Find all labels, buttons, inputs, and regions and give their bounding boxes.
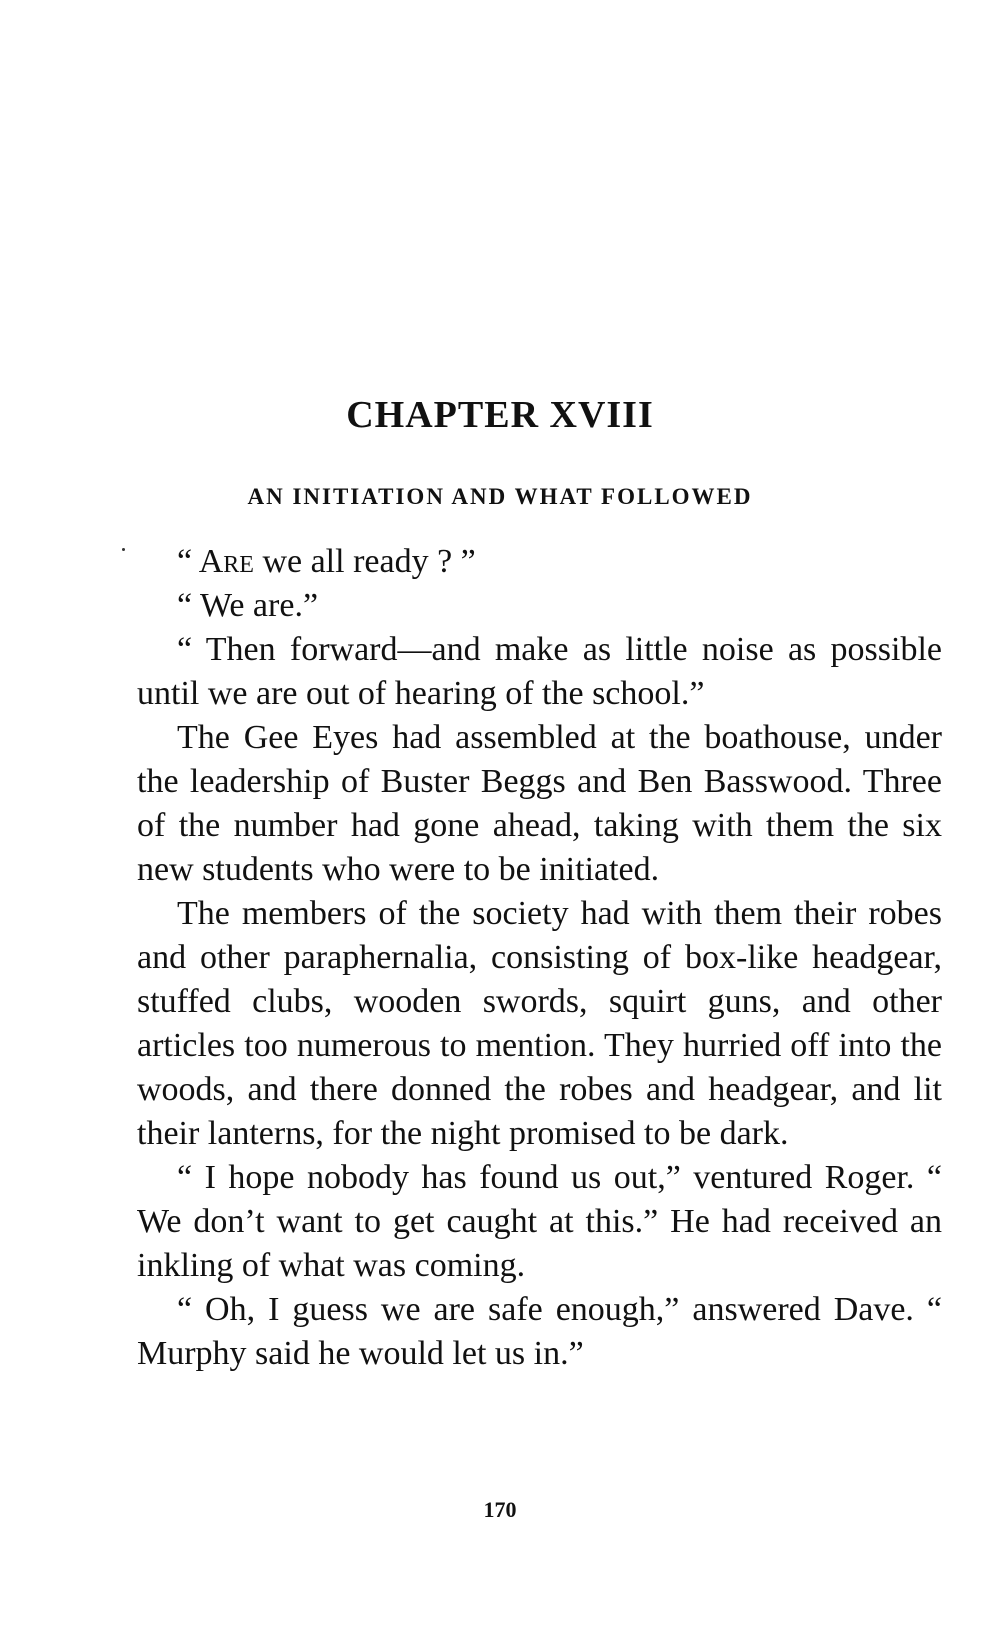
paragraph bbox=[137, 628, 942, 716]
paragraph-text: The Gee Eyes had assembled at the boathouse, under the leadership of Buster Beggs and Ben Basswood. Three of the number had gone ahead, taking with them the six new students who were to be initiated. bbox=[137, 719, 942, 888]
paragraph-text: “ We are.” bbox=[177, 587, 319, 624]
print-speck bbox=[122, 548, 125, 551]
chapter-title: CHAPTER XVIII bbox=[346, 394, 654, 437]
paragraph-lead: “ Are bbox=[177, 543, 254, 580]
paragraph bbox=[137, 892, 942, 1156]
paragraph-text: The members of the society had with them their robes and other paraphernalia, consisting of box-like headgear, stuffed clubs, wooden swords, squirt guns, and other articles too numerous to mention. They hurried off into the woods, and there donned the robes and headgear, and lit their lanterns, for the night promised to be dark. bbox=[137, 895, 942, 1152]
page-number: 170 bbox=[483, 1497, 517, 1522]
paragraph bbox=[137, 1156, 942, 1288]
chapter-subtitle: AN INITIATION AND WHAT FOLLOWED bbox=[247, 484, 753, 510]
paragraph bbox=[137, 540, 942, 584]
body-text bbox=[137, 540, 942, 1376]
paragraph bbox=[137, 716, 942, 892]
paragraph-text: “ Then forward—and make as little noise as possible until we are out of hearing of the school.” bbox=[137, 631, 942, 712]
paragraph-text: “ Oh, I guess we are safe enough,” answered Dave. “ Murphy said he would let us in.” bbox=[137, 1291, 942, 1372]
paragraph bbox=[137, 584, 942, 628]
paragraph-text: we all ready ? ” bbox=[253, 543, 476, 580]
paragraph bbox=[137, 1288, 942, 1376]
paragraph-text: “ I hope nobody has found us out,” ventured Roger. “ We don’t want to get caught at this.” He had received an inkling of what was coming. bbox=[137, 1159, 942, 1284]
